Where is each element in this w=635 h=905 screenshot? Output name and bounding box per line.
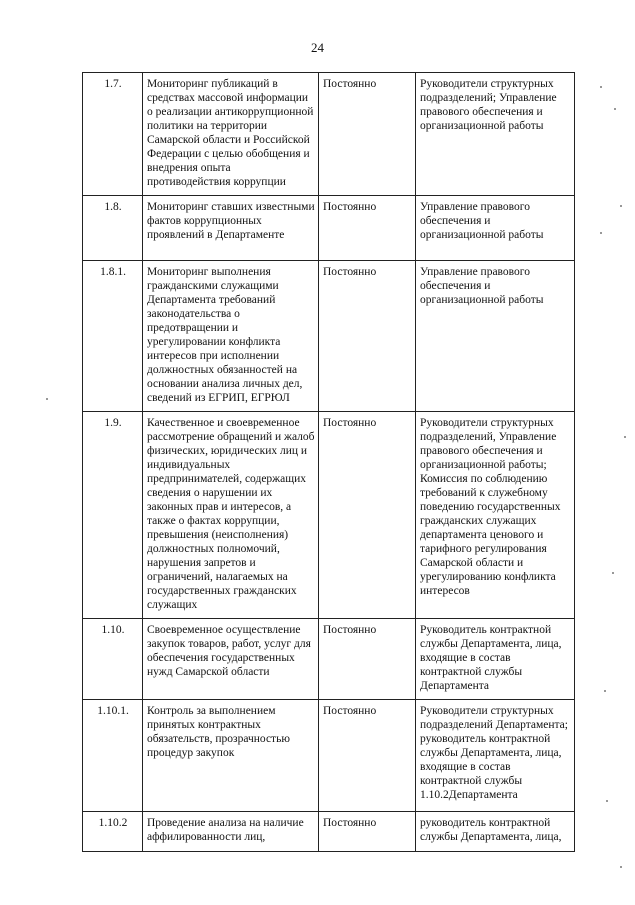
scan-speck: [624, 436, 626, 438]
item-number: 1.10.1.: [83, 700, 143, 812]
scan-speck: [600, 86, 602, 88]
table-row: [83, 73, 575, 196]
table-row: [83, 700, 575, 812]
action-cell: Контроль за выполнением принятых контрактных обязательств, прозрачностью процедур закупок: [143, 700, 319, 812]
action-cell: Мониторинг выполнения гражданскими служащими Департамента требований законодательства о предотвращении и урегулировании конфликта интересов при исполнении должностных обязанностей на основании анализа личных дел, сведений из ЕГРИП, ЕГРЮЛ: [143, 261, 319, 412]
term-cell: Постоянно: [319, 261, 416, 412]
scan-speck: [620, 866, 622, 868]
scan-speck: [604, 690, 606, 692]
responsible-cell: руководитель контрактной службы Департамента, лица,: [416, 812, 575, 852]
responsible-cell: Руководители структурных подразделений; Управление правового обеспечения и организационной работы: [416, 73, 575, 196]
scan-speck: [612, 572, 614, 574]
term-cell: Постоянно: [319, 412, 416, 619]
table-row: [83, 812, 575, 852]
table-row: [83, 619, 575, 700]
table-row: [83, 261, 575, 412]
term-cell: Постоянно: [319, 73, 416, 196]
table-row: [83, 196, 575, 261]
term-cell: Постоянно: [319, 619, 416, 700]
action-cell: Проведение анализа на наличие аффилированности лиц,: [143, 812, 319, 852]
responsible-cell: Руководители структурных подразделений, Управление правового обеспечения и организационной работы; Комиссия по соблюдению требований к служебному поведению государственных гражданских служащих департамента ценового и тарифного регулирования Самарской области и урегулированию конфликта интересов: [416, 412, 575, 619]
item-number: 1.10.2: [83, 812, 143, 852]
scan-speck: [600, 232, 602, 234]
item-number: 1.9.: [83, 412, 143, 619]
item-number: 1.7.: [83, 73, 143, 196]
scan-speck: [46, 398, 48, 400]
action-cell: Качественное и своевременное рассмотрение обращений и жалоб физических, юридических лиц и индивидуальных предпринимателей, содержащих сведения о нарушении их законных прав и интересов, а также о фактах коррупции, превышения (неисполнения) должностных полномочий, нарушения запретов и ограничений, налагаемых на государственных гражданских служащих: [143, 412, 319, 619]
item-number: 1.8.1.: [83, 261, 143, 412]
measures-table: [82, 72, 575, 852]
item-number: 1.10.: [83, 619, 143, 700]
action-cell: Мониторинг ставших известными фактов коррупционных проявлений в Департаменте: [143, 196, 319, 261]
page-number: 24: [311, 40, 324, 55]
responsible-cell: Руководители структурных подразделений Департамента; руководитель контрактной службы Департамента, лица, входящие в состав контрактной службы 1.10.2Департамента: [416, 700, 575, 812]
term-cell: Постоянно: [319, 812, 416, 852]
responsible-cell: Управление правового обеспечения и организационной работы: [416, 196, 575, 261]
scan-speck: [614, 108, 616, 110]
responsible-cell: Управление правового обеспечения и организационной работы: [416, 261, 575, 412]
item-number: 1.8.: [83, 196, 143, 261]
term-cell: Постоянно: [319, 700, 416, 812]
term-cell: Постоянно: [319, 196, 416, 261]
scan-speck: [620, 205, 622, 207]
scan-speck: [606, 800, 608, 802]
responsible-cell: Руководитель контрактной службы Департамента, лица, входящие в состав контрактной службы Департамента: [416, 619, 575, 700]
table-row: [83, 412, 575, 619]
action-cell: Мониторинг публикаций в средствах массовой информации о реализации антикоррупционной политики на территории Самарской области и Российской Федерации с целью обобщения и внедрения опыта противодействия коррупции: [143, 73, 319, 196]
action-cell: Своевременное осуществление закупок товаров, работ, услуг для обеспечения государственных нужд Самарской области: [143, 619, 319, 700]
